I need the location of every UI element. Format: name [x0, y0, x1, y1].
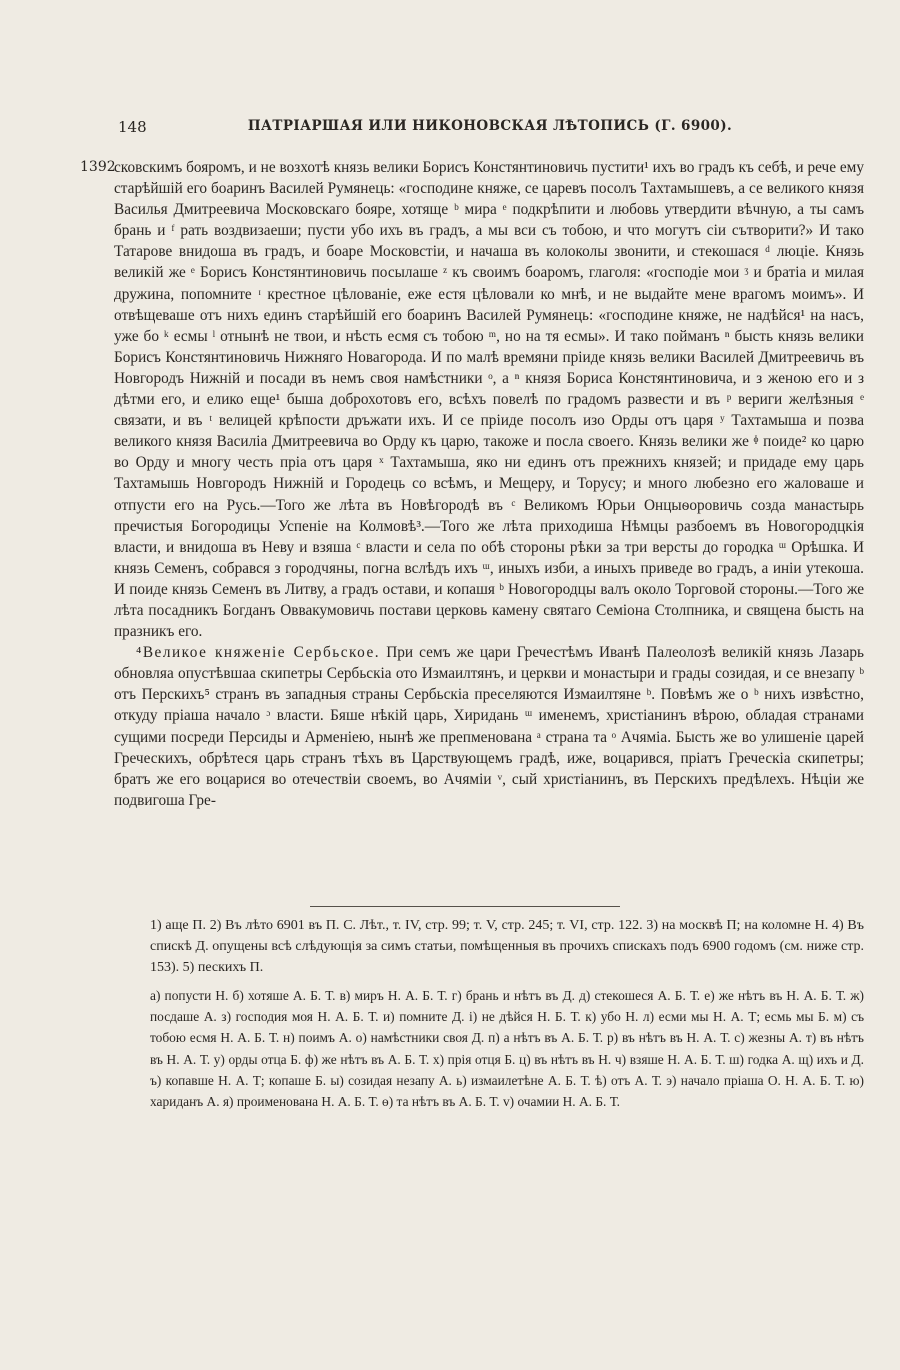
lettered-footnotes: [150, 985, 864, 1112]
section-title: ⁴Великое княженіе Сербьское.: [136, 644, 381, 662]
running-title: ПАТРІАРШАЯ ИЛИ НИКОНОВСКАЯ ЛѢТОПИСЬ (Г. 6900).: [247, 118, 733, 134]
page-header: [118, 118, 862, 144]
paragraph-serbian-text: При семъ же цари Гречестѣмъ Иванѣ Палеолозѣ великій князь Лазарь обновляа опустѣвшаа скипетры Сербьскіа ото Измаилтянъ, и церкви и монастыри и грады созидая, и се внезапу ᵇ отъ Перскихъ⁵ странъ въ западныя страны Сербьскіа преселяются Измаилтяне ᵇ. Повѣмъ же о ᵇ нихъ извѣстно, откуду пріаша начало ᵓ власти. Бяше нѣкій царь, Хиридань ᵚ именемъ, христіанинъ вѣрою, обладая странами сущими посреди Персиды и Арменіею, нынѣ же препменована ᵃ страна та ᵒ Ачяміа. Бысть же во улишеніе царей Греческихъ, обрѣтеся царь странъ тѣхъ въ Царствующемъ градѣ, иже, воцарився, пріатъ Греческіа скипетры; братъ же его воцарися во отечествіи своемъ, во Ачяміи ᵛ, сый христіанинъ, въ Перскихъ предѣлехъ. Нѣціи же подвигоша Гре-: [114, 644, 865, 809]
paragraph-serbian: [114, 642, 864, 811]
footnote-divider: [310, 906, 620, 907]
numbered-footnotes-text: 1) аще П. 2) Въ лѣто 6901 въ П. С. Лѣт., т. IV, стр. 99; т. V, стр. 245; т. VI, стр. 122. 3) на москвѣ П; на коломне Н. 4) Въ спискѣ Д. опущены всѣ слѣдующія за симъ статьи, помѣщенныя въ прочихъ спискахъ подъ 6900 годомъ (см. ниже стр. 153). 5) пескихъ П.: [150, 918, 864, 976]
page-number: 148: [118, 118, 147, 136]
lettered-footnotes-text: а) попусти Н. б) хотяше А. Б. Т. в) миръ Н. А. Б. Т. г) брань и нѣтъ въ Д. д) стекошеся А. Б. Т. е) же нѣтъ въ Н. А. Б. Т. ж) посдаше А. з) господия моя Н. А. Б. Т. и) помните Д. і) не дѣйся Н. Б. Т. к) убо Н. л) есми мы Н. А. Т; есмь мы Б. м) съ тобою есмя Н. А. Б. Т. н) поимъ А. о) намѣстники своя Д. п) а нѣтъ въ А. Б. Т. р) въ нѣтъ въ Н. А. Т. с) жезны А. т) въ нѣтъ въ Н. А. Т. у) орды отца Б. ф) же нѣтъ въ А. Б. Т. х) прія отця Б. ц) въ нѣтъ въ Н. ч) взяше Н. А. Б. Т. ш) годка А. щ) ихъ и Д. ъ) копавше Н. А. Т; копаше Б. ы) созидая незапу А. ь) измаилетѣне А. Б. Т. ѣ) отъ А. Т. э) начало пріаша О. Н. А. Б. Т. ю) хариданъ А. я) проименована Н. А. Б. Т. ѳ) та нѣтъ въ А. Б. Т. v) очамии Н. А. Б. Т.: [150, 988, 864, 1110]
numbered-footnotes: [150, 915, 864, 979]
paragraph-chronicle: сковскимъ бояромъ, и не возхотѣ князь велики Борисъ Констянтиновичь пустити¹ ихъ во градъ къ себѣ, и рече ему старѣйшій его боаринъ Василей Румянець: «господине княже, се царевъ посолъ Тахтамышевъ, а се великого князя Василья Дмитреевича Московскаго бояре, хотяще ᵇ мира ᵉ подкрѣпити и любовь утвердити вѣчную, а ты самъ брань и ᶠ рать воздвизаеши; пусти убо ихъ въ градъ, а мы вси съ тобою, и что могутъ сіи сътворити?» И тако Татарове внидоша въ градъ, и боаре Московстіи, и начаша въ колоколы звонити, и стекошася ᵈ люціе. Князь великій же ᵉ Борисъ Констянтиновичь посылаше ᶻ къ своимъ боаромъ, глаголя: «господіе мои ᶾ и братіа и милая дружина, попомните ᶦ крестное цѣлованіе, еже естя цѣловали ко мнѣ, и не выдайте мене врагомъ моимъ». И отвѣщеваше отъ нихъ единъ старѣйшій его боаринъ Василей Румянець: «господине княже, не надѣйся¹ на насъ, уже бо ᵏ есмы ˡ отнынѣ не твои, и нѣсть есмя съ тобою ᵐ, но на тя есмы». И тако пойманъ ⁿ бысть князь велики Борисъ Констянтиновичь Нижняго Новагорода. И по малѣ времяни пріиде князь велики Василей Дмитреевичь въ Новгородъ Нижній и посади въ немъ своя намѣстники ᵒ, а ⁿ князя Бориса Констянтиновича, и з женою его и з дѣтми его, и елико еще¹ быша доброхотовъ его, всѣхъ повелѣ по градомъ развести и въ ᵖ вериги желѣзныя ᵉ связати, и въ ᵗ велицей крѣпости дръжати ихъ. И се пріиде посолъ изо Орды отъ царя ʸ Тахтамыша и позва великого князя Василіа Дмитреевича во Орду къ царю, такожe и посла своего. Князь велики же ᶲ поиде² ко царю во Орду и многу честь пріа отъ царя ˣ Тахтамыша, яко ни единъ отъ прежнихъ князей; и придаде ему царь Тахтамышь Новгородъ Нижній и Городець со всѣмъ, и Мещеру, и Торусу; и много любезно его жаловаше и отпусти его на Русь.—Того же лѣта въ Новѣгородѣ въ ᶜ Великомъ Юрьи Онцыѳоровичь созда манастырь пречистыя Богородицы Успеніе на Колмовѣ³.—Того же лѣта приходиша Нѣмцы разбоемъ въ Новогородцкія власти, и внидоша въ Неву и взяша ᶜ власти и села по обѣ стороны рѣки за три версты до городка ᵚ Орѣшка. И князь Семенъ, собрався з городчяны, погна вслѣдъ ихъ ᵚ, иныхъ изби, а иныхъ приведе во градъ, а иніи утекоша. И поиде князь Семенъ въ Литву, а градъ остави, и копашя ᵇ Новогородцы валъ около Торговой стороны.—Того же лѣта посадникъ Богданъ Оввакумовичь постави церковь камену святаго Семіона Столпника, и священа бысть на празникъ его.: [114, 159, 864, 641]
main-text: [114, 157, 864, 811]
margin-year: 1392: [80, 159, 116, 175]
